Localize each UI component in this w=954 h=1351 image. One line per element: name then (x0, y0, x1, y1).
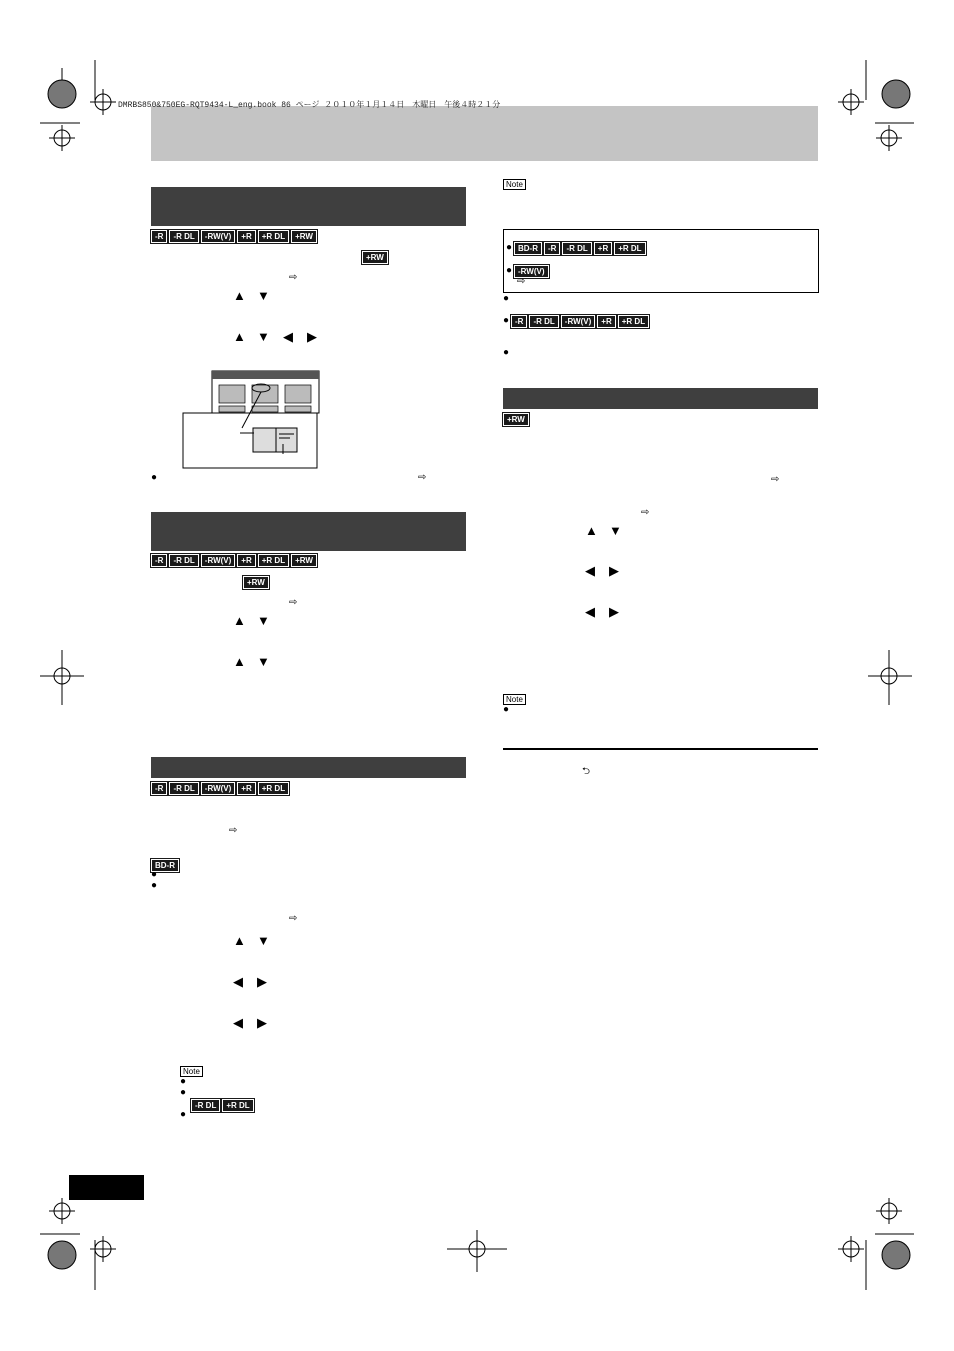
disc-tag: +R (237, 230, 255, 243)
down-arrow-icon: ▼ (257, 654, 270, 669)
disc-tag: +R (594, 242, 612, 255)
disc-tag: -RW(V) (201, 230, 236, 243)
note-label: Note (180, 1066, 203, 1077)
reference-icon: ⇨ (418, 472, 427, 483)
down-arrow-icon: ▼ (257, 933, 270, 948)
down-arrow-icon: ▼ (257, 288, 270, 303)
disc-tags-1 (151, 230, 317, 243)
disc-tag-plus-rw: +RW (362, 251, 388, 264)
down-arrow-icon: ▼ (257, 613, 270, 628)
bullet: ● (506, 265, 513, 276)
disc-tag-plus-rw: +RW (503, 413, 529, 426)
return-icon: ⮌ (582, 766, 591, 777)
section-bar-4 (503, 388, 818, 409)
disc-tag-bd-r: BD-R (151, 859, 179, 872)
disc-tag: +R DL (618, 315, 649, 328)
up-arrow-icon: ▲ (233, 933, 246, 948)
disc-tag: -R DL (562, 242, 591, 255)
note-label: Note (503, 179, 526, 190)
reference-icon: ⇨ (771, 474, 780, 485)
disc-tag: -R (151, 230, 167, 243)
left-arrow-icon: ◀ (585, 604, 595, 619)
left-arrow-icon: ◀ (233, 1015, 243, 1030)
disc-tag: +R DL (258, 554, 289, 567)
disc-tag: -R (544, 242, 560, 255)
reference-icon: ⇨ (229, 825, 238, 836)
disc-tag: +R DL (258, 230, 289, 243)
file-info: DMRBS850&750EG-RQT9434-L_eng.book 86 ページ ２０１０年１月１４日 木曜日 午後４時２１分 (118, 101, 501, 110)
bullet: ● (503, 704, 510, 715)
reference-icon: ⇨ (289, 272, 298, 283)
right-arrow-icon: ▶ (257, 1015, 267, 1030)
info-box (503, 229, 819, 293)
left-arrow-icon: ◀ (283, 329, 293, 344)
disc-tags-right (511, 315, 649, 328)
right-arrow-icon: ▶ (257, 974, 267, 989)
reference-icon: ⇨ (641, 507, 650, 518)
disc-tag: -R DL (529, 315, 558, 328)
bullet: ● (503, 347, 510, 358)
disc-tag: +RW (291, 554, 317, 567)
disc-tags-3 (151, 782, 289, 795)
disc-tag: +RW (291, 230, 317, 243)
disc-tag: -RW(V) (201, 782, 236, 795)
disc-tag: -RW(V) (201, 554, 236, 567)
left-arrow-icon: ◀ (233, 974, 243, 989)
up-arrow-icon: ▲ (233, 613, 246, 628)
up-arrow-icon: ▲ (233, 654, 246, 669)
divider (503, 748, 818, 750)
up-arrow-icon: ▲ (233, 329, 246, 344)
disc-tag: +R (237, 554, 255, 567)
right-arrow-icon: ▶ (609, 563, 619, 578)
bullet: ● (503, 315, 510, 326)
bullet: ● (503, 293, 510, 304)
right-arrow-icon: ▶ (307, 329, 317, 344)
disc-tag: -R (151, 554, 167, 567)
reference-icon: ⇨ (289, 597, 298, 608)
down-arrow-icon: ▼ (257, 329, 270, 344)
section-bar-1 (151, 187, 466, 226)
section-bar-3 (151, 757, 466, 778)
bullet: ● (151, 880, 158, 891)
disc-tag: -R DL (169, 782, 198, 795)
disc-tags-box-1 (514, 242, 646, 255)
up-arrow-icon: ▲ (585, 523, 598, 538)
disc-tag: -R DL (169, 554, 198, 567)
reference-icon: ⇨ (517, 276, 526, 287)
disc-tag: +R DL (222, 1099, 253, 1112)
bullet: ● (506, 242, 513, 253)
section-bar-2 (151, 512, 466, 551)
disc-tag: -R DL (191, 1099, 220, 1112)
disc-tag: -RW(V) (561, 315, 596, 328)
disc-tag: -RW(V) (514, 265, 549, 278)
disc-tags-2 (151, 554, 317, 567)
bullet: ● (151, 869, 158, 880)
down-arrow-icon: ▼ (609, 523, 622, 538)
disc-tags-note (191, 1099, 254, 1112)
disc-tag-plus-rw: +RW (243, 576, 269, 589)
disc-tag: +R DL (614, 242, 645, 255)
screen-illustration (182, 370, 320, 470)
disc-tag: -R (511, 315, 527, 328)
disc-tag: +R (237, 782, 255, 795)
bullet: ● (180, 1109, 187, 1120)
page-number-tab (69, 1175, 144, 1200)
up-arrow-icon: ▲ (233, 288, 246, 303)
disc-tag: +R (597, 315, 615, 328)
bullet: ● (180, 1076, 187, 1087)
disc-tag: +R DL (258, 782, 289, 795)
disc-tag: -R DL (169, 230, 198, 243)
left-arrow-icon: ◀ (585, 563, 595, 578)
note-label: Note (503, 694, 526, 705)
disc-tag: -R (151, 782, 167, 795)
disc-tag: BD-R (514, 242, 542, 255)
right-arrow-icon: ▶ (609, 604, 619, 619)
reference-icon: ⇨ (289, 913, 298, 924)
bullet: ● (180, 1087, 187, 1098)
bullet: ● (151, 472, 158, 483)
